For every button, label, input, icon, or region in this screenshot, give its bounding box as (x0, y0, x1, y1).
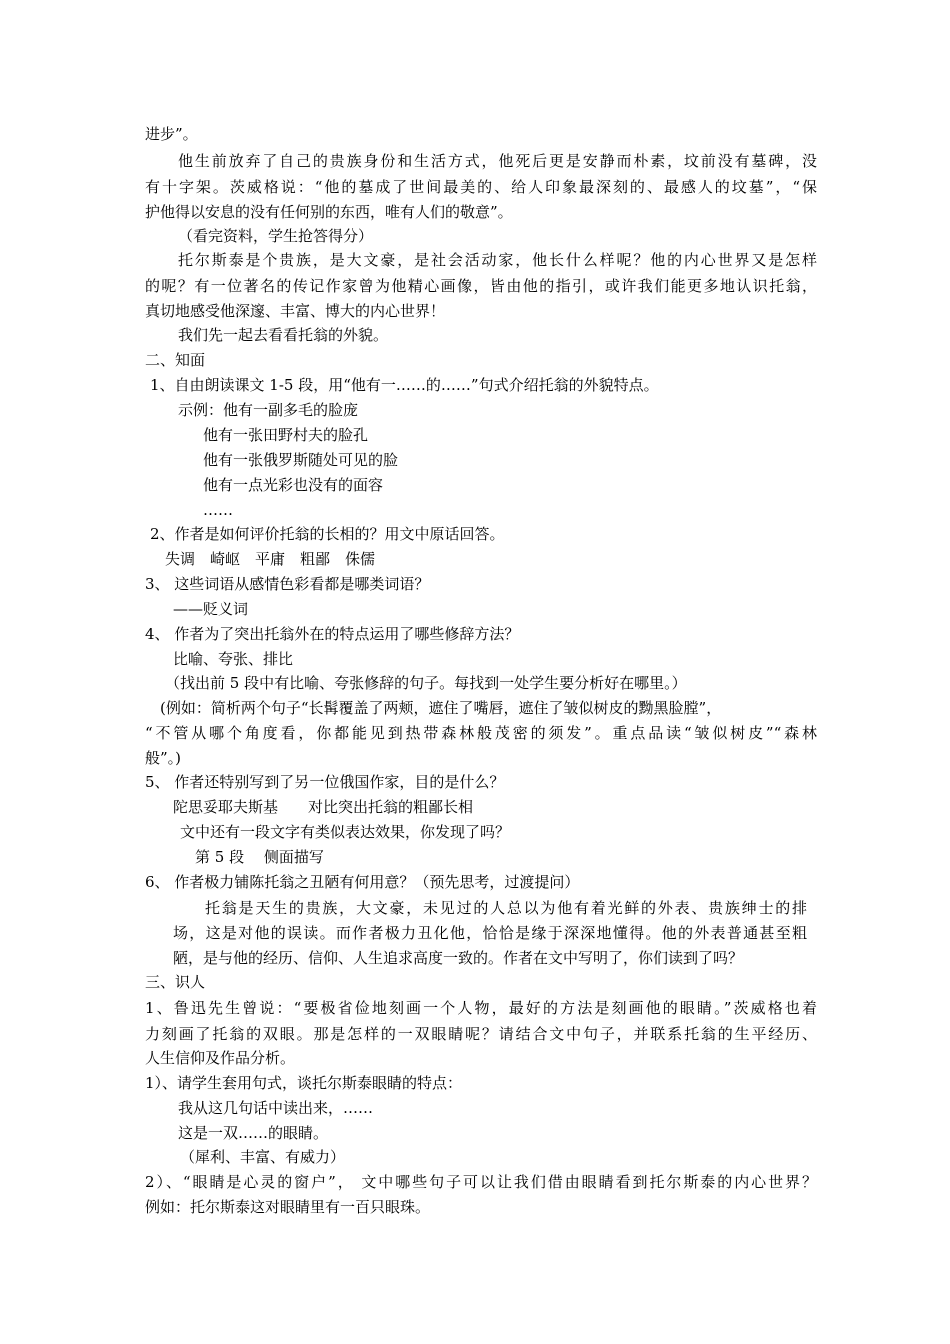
text-line: 他生前放弃了自己的贵族身份和生活方式，他死后更是安静而朴素，坟前没有墓碑，没 (178, 152, 817, 170)
text-line: 他有一张田野村夫的脸孔 (203, 426, 369, 444)
text-line: 我从这几句话中读出来，…… (178, 1099, 374, 1117)
text-line: （犀利、丰富、有威力） (180, 1148, 346, 1166)
text-line: 的呢？有一位著名的传记作家曾为他精心画像，皆由他的指引，或许我们能更多地认识托翁， (145, 277, 817, 295)
text-line: （找出前 5 段中有比喻、夸张修辞的句子。每找到一处学生要分析好在哪里。） (165, 674, 687, 692)
text-line: 2）、“眼睛是心灵的窗户”， 文中哪些句子可以让我们借由眼睛看到托尔斯泰的内心世界？ (145, 1173, 817, 1191)
text-line: 托翁是天生的贵族，大文豪，未见过的人总以为他有着光鲜的外表、贵族绅士的排 (205, 899, 807, 917)
text-line: 第 5 段 侧面描写 (195, 848, 324, 866)
text-line: （看完资料，学生抢答得分） (178, 227, 374, 245)
text-line: 3、 这些词语从感情色彩看都是哪类词语？ (145, 575, 430, 593)
text-line: 陀思妥耶夫斯基 对比突出托翁的粗鄙长相 (173, 798, 474, 816)
text-line: ——贬义词 (173, 600, 249, 618)
text-line: …… (203, 501, 233, 519)
text-line: 比喻、夸张、排比 (173, 650, 294, 668)
text-line: 般”。) (145, 749, 182, 767)
text-line: 失调 崎岖 平庸 粗鄙 侏儒 (165, 550, 376, 568)
section-heading: 二、知面 (145, 351, 206, 369)
text-line: 4、 作者为了突出托翁外在的特点运用了哪些修辞方法？ (145, 625, 520, 643)
text-line: 1）、请学生套用句式，谈托尔斯泰眼睛的特点： (145, 1074, 463, 1092)
text-line: 他有一张俄罗斯随处可见的脸 (203, 451, 399, 469)
text-line: 5、 作者还特别写到了另一位俄国作家，目的是什么？ (145, 773, 505, 791)
text-line: 1、鲁迅先生曾说：“要极省俭地刻画一个人物，最好的方法是刻画他的眼睛。”茨威格也着 (145, 999, 817, 1017)
text-line: 有十字架。茨威格说：“他的墓成了世间最美的、给人印象最深刻的、最感人的坟墓”，“保 (145, 178, 817, 196)
text-line: 文中还有一段文字有类似表达效果，你发现了吗？ (180, 823, 511, 841)
text-line: 1、自由朗读课文 1-5 段，用“他有一……的……”句式介绍托翁的外貌特点。 (150, 376, 659, 394)
text-line: 例如：托尔斯泰这对眼睛里有一百只眼珠。 (145, 1198, 431, 1216)
text-line: “不管从哪个角度看，你都能见到热带森林般茂密的须发”。重点品读“皱似树皮”“森林 (145, 724, 817, 742)
text-line: 进步”。 (145, 125, 198, 143)
text-line: 6、 作者极力铺陈托翁之丑陋有何用意？（预先思考，过渡提问） (145, 873, 580, 891)
text-line: 人生信仰及作品分析。 (145, 1049, 296, 1067)
text-line: 我们先一起去看看托翁的外貌。 (178, 326, 389, 344)
text-line: 他有一点光彩也没有的面容 (203, 476, 384, 494)
text-line: 示例：他有一副多毛的脸庞 (178, 401, 359, 419)
text-line: 场，这是对他的误读。而作者极力丑化他，恰恰是缘于深深地懂得。他的外表普通甚至粗 (173, 924, 807, 942)
text-line: 力刻画了托翁的双眼。那是怎样的一双眼睛呢？请结合文中句子，并联系托翁的生平经历、 (145, 1025, 817, 1043)
text-line: 真切地感受他深邃、丰富、博大的内心世界！ (145, 302, 446, 320)
section-heading: 三、识人 (145, 973, 206, 991)
text-line: (例如：简析两个句子“长髯覆盖了两颊，遮住了嘴唇，遮住了皱似树皮的黝黑脸膛”， (160, 699, 722, 717)
text-line: 2、作者是如何评价托翁的长相的？用文中原话回答。 (150, 525, 505, 543)
text-line: 护他得以安息的没有任何别的东西，唯有人们的敬意”。 (145, 203, 513, 221)
text-line: 这是一双……的眼睛。 (178, 1124, 329, 1142)
text-line: 陋，是与他的经历、信仰、人生追求高度一致的。作者在文中写明了，你们读到了吗？ (173, 949, 744, 967)
text-line: 托尔斯泰是个贵族，是大文豪，是社会活动家，他长什么样呢？他的内心世界又是怎样 (178, 251, 817, 269)
